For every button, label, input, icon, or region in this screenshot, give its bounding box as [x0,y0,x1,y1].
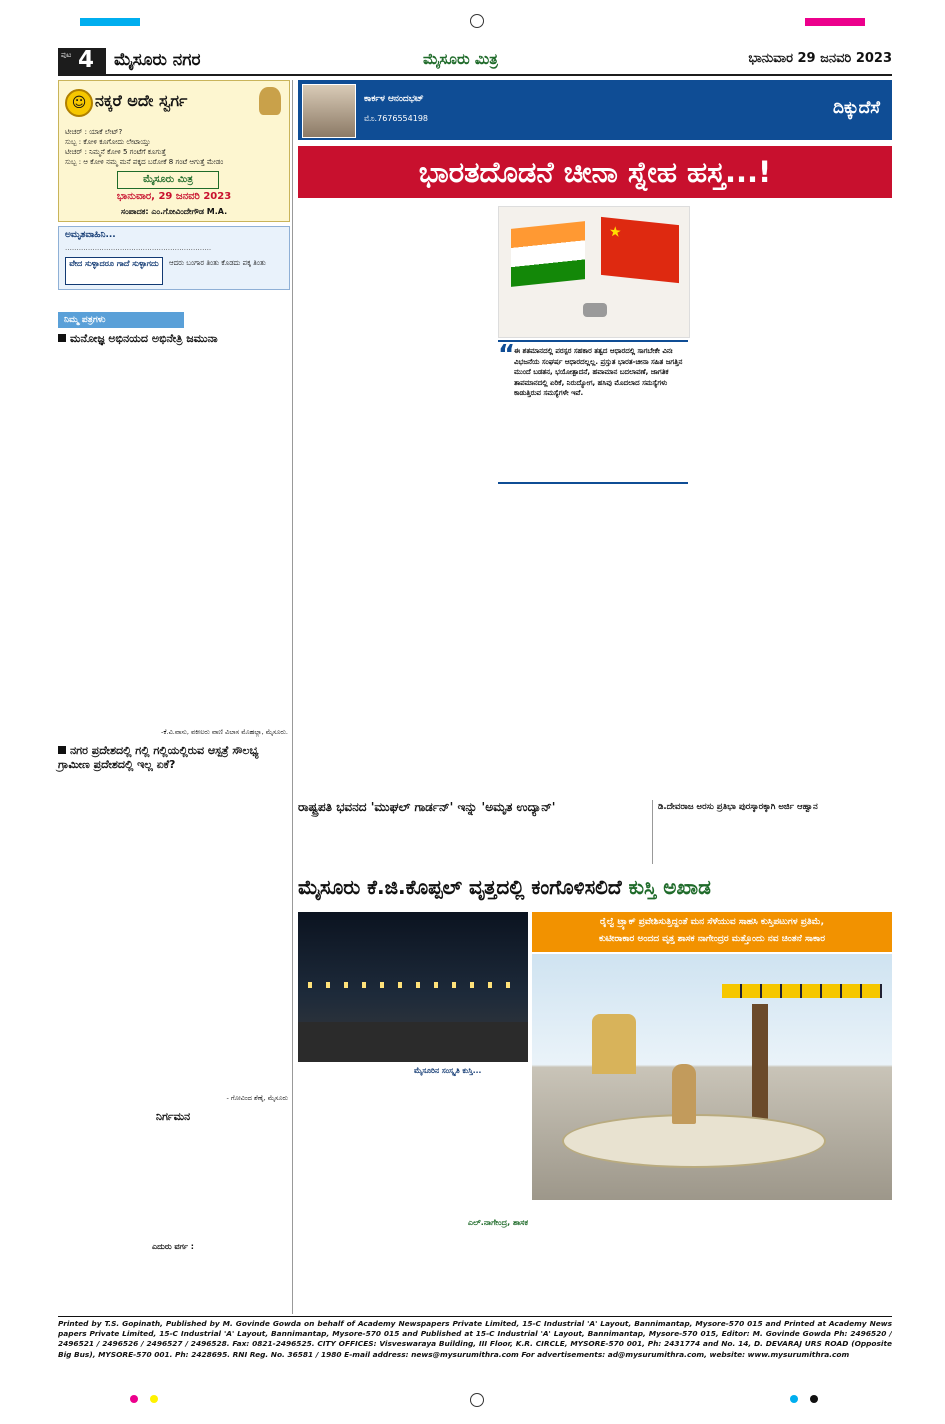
header-rule [58,74,892,76]
kusti-body-col4 [654,1206,770,1306]
page-label: ಪುಟ [61,51,72,59]
pull-quote [498,340,688,484]
nakkare-line: ಸುಬ್ಬ : ಕೋಳಿ ಕೂಗೋದು ಲೇಟಾಯ್ತು [65,138,151,146]
imprint-rule [58,1316,892,1317]
color-dot [810,1395,818,1403]
nakkare-lines [65,127,283,167]
date-line: ಭಾನುವಾರ 29 ಜನವರಿ 2023 [748,51,892,66]
road [298,1022,528,1062]
column-name: ದಿಕ್ಕುದೆಸೆ [832,98,880,118]
letter2-title [58,744,288,772]
color-dot [130,1395,138,1403]
square-bullet-icon [58,334,66,342]
nakkare-line: ಟೀಚರ್ : ನಿಮ್ಮನೆ ಕೋಳಿ 5 ಗಂಟೆಗೆ ಕೂಗುತ್ತೆ [65,148,166,156]
kusti-body-col3 [532,1206,648,1306]
edaru-title: ಎದುರು ವರ್ಗ : [151,1242,194,1251]
color-dot [150,1395,158,1403]
flags-image [498,206,690,338]
pull-quote-text: ಈ ಶತಮಾನದಲ್ಲಿ ಪರಸ್ಪರ ಸಹಕಾರ ತತ್ವದ ಆಧಾರದಲ್ಲಿ ಸಾಗಬೇಕೇ ವಿನಃ ವಿಭಜನೆಯ ಸಂಘರ್ಷ ಆಧಾರದಲ್ಲಲ್ಲ. ಪ್ರಸ್ತುತ ಭಾರತ-ಚೀನಾ ಸಹಿತ ಜಗತ್ತಿನ ಮುಂದೆ ಬಡತನ, ಭಯೋತ್ಪಾದನೆ, ಹವಾಮಾನ ಬದಲಾವಣೆ, ಜಾಗತಿಕ ತಾಪಮಾನದಲ್ಲಿ ಏರಿಕೆ, ನಿರುದ್ಯೋಗ, ಹಸಿವು ಮೊದಲಾದ ಸಮಸ್ಯೆಗಳು ಕಾಡುತ್ತಿರುವ ಸಮಸ್ಯೆಗಳೇ ಇವೆ. [514,347,683,397]
samskriti-label: ಮೈಸೂರಿನ ಸಂಸ್ಕೃತಿ ಕುಸ್ತಿ... [414,1066,482,1075]
strip-divider [652,800,653,864]
letter2-title-text: ನಗರ ಪ್ರದೇಶದಲ್ಲಿ ಗಲ್ಲಿ ಗಲ್ಲಿಯಲ್ಲಿರುವ ಆಸ್ಪತ್ರೆ ಸೌಲಭ್ಯ ಗ್ರಾಮೀಣ ಪ್ರದೇಶದಲ್ಲಿ ಇಲ್ಲ ಏಕೆ? [58,744,259,771]
nirgamana-body [58,1128,288,1238]
kuteera-gopura [592,1014,636,1074]
color-bar [805,18,865,26]
color-bar [80,18,140,26]
amrutha-box [58,226,290,290]
kusti-subhead-1: ರೈಲ್ವೆ ಟ್ರ್ಯಾಕ್ ಪ್ರವೇಶಿಸುತ್ತಿದ್ದಂತೆ ಮನ ಸೆಳೆಯುವ ಸಾಹಸಿ ಕುಸ್ತಿಪಟುಗಳ ಪ್ರತಿಮೆ, [599,917,825,927]
nimma-patragalu-label: ನಿಮ್ಮ ಪತ್ರಗಳು [58,312,184,328]
laughing-face-icon: ☺ [65,89,93,117]
section-title: ಮೈಸೂರು ನಗರ [114,50,201,70]
kusti-body-col5 [776,1206,892,1306]
nakkare-title: ನಕ್ಕರೆ ಅದೇ ಸ್ವರ್ಗ [95,91,188,110]
veda-right: ಆದರು ಬಂಗಾರ ತಿಂತು ಕೊಡದು ಪಕ್ಕ ತಿಂತು [169,259,266,267]
nirgamana-title: ನಿರ್ಗಮನ [155,1110,191,1123]
amrutha-title: ಅಮೃತವಾಹಿನಿ... [65,230,116,240]
letter2-sign: - ಗೋವಿಂದ ಶೆಣೈ, ಮೈಸೂರು [226,1094,288,1102]
print-marks-top [0,0,945,44]
nakkare-line: ಸುಬ್ಬ : ಆ ಕೋಳಿ ನಮ್ಮ ಮನೆ ಪಕ್ಕದ ಬರೋಕೆ 8 ಗಂಟೆ ಆಗುತ್ತೆ ಮೇಡಂ [65,158,224,166]
lead-headline: ಭಾರತದೊಡನೆ ಚೀನಾ ಸ್ನೇಹ ಹಸ್ತ...! [298,146,892,198]
lead-body-col2 [692,204,892,784]
author-photo [302,84,356,138]
registration-mark [470,14,484,28]
kusti-headline-accent: ಕುಸ್ತಿ ಅಖಾಡ [628,875,711,899]
kusti-subhead-2: ಕುಟೀರಾಕಾರ ಅಂದದ ವೃತ್ತ ಶಾಸಕ ನಾಗೇಂದ್ರರ ಮತ್ತೊಂದು ನವ ಚಿಂತನೆ ಸಾಕಾರ [599,934,825,944]
paper-name-box: ಮೈಸೂರು ಮಿತ್ರ [117,171,219,189]
devaraj-headline: ಡಿ.ದೇವರಾಜ ಅರಸು ಪ್ರತಿಭಾ ಪುರಸ್ಕಾರಕ್ಕಾಗಿ ಅರ್ಜಿ ಆಹ್ವಾನ [658,802,818,812]
paper-date: ಭಾನುವಾರ, 29 ಜನವರಿ 2023 [116,191,232,202]
wrestler-statue [672,1064,696,1124]
tree-trunk [752,1004,768,1124]
circle-night-photo [298,912,528,1062]
imprint-text: Printed by T.S. Gopinath, Published by M. Govinde Gowda on behalf of Academy Newspapers Private Limited, 15-C Industrial 'A' Layout, Bannimantap, Mysore-570 015 and Printed at Academy News papers Private Limited, 15-C Industrial 'A' Layout, Bannimantap, Mysore-570 015 and Published at 15-C Industrial 'A' Layout, Bannimantap, Mysore-570 015, Editor: M. Govinde Gowda Ph: 2496520 / 2496521 / 2496526 / 2496527 / 2496528. Fax: 0821-2496525. CITY OFFICES: Visveswaraya Building, III Floor, K.R. CIRCLE, MYSORE-570 001, Ph: 2431774 and No. 14, D. DEVARAJ URS ROAD (Opposite Big Bus), MYSORE-570 001. Ph: 2428695. RNI Reg. No. 36581 / 1980 E-mail address: news@mysurumithra.com For advertisements: ad@mysurumithra.com, website: www.mysurumithra.com [58,1319,892,1359]
page-number-box [58,48,106,74]
kusti-headline-main: ಮೈಸೂರು ಕೆ.ಜಿ.ಕೊಪ್ಪಲ್ ವೃತ್ತದಲ್ಲಿ ಕಂಗೊಳಿಸಲಿದೆ [298,875,622,899]
masthead: ಮೈಸೂರು ಮಿತ್ರ [423,50,498,68]
kusti-body-col2 [414,1080,528,1214]
author-name: ಕಾರ್ಕಳ ಆನಂದಭಟ್ [364,94,424,104]
page-number: 4 [78,47,95,73]
flag-stand [583,303,607,317]
edaru-body [58,1256,288,1300]
reporter-line: ಎಲ್.ನಾಗೇಂದ್ರ, ಶಾಸಕ [467,1218,528,1227]
nakkare-box [58,80,290,222]
devaraj-body [658,818,892,862]
kusti-headline [298,868,892,906]
flag-star-icon: ★ [609,223,622,242]
lead-header-band [298,80,892,140]
kusti-body-col2b [414,1234,528,1306]
kusti-body-col1 [298,1066,410,1306]
letter2-body [58,780,288,1090]
editor-line: ಸಂಪಾದಕ: ಎಂ.ಗೋವಿಂದೇಗೌಡ M.A. [120,207,228,216]
rashtrapati-body [298,818,648,862]
india-flag [511,221,585,287]
column-divider [292,80,293,1314]
square-bullet-icon [58,746,66,754]
china-flag [601,217,679,283]
cartoon-icon [259,87,281,115]
quote-mark-icon: “ [498,340,516,370]
train-on-bridge [722,984,882,998]
rashtrapati-headline: ರಾಷ್ಟ್ರಪತಿ ಭವನದ 'ಮುಘಲ್ ಗಾರ್ಡನ್' ಇನ್ನು 'ಅಮೃತ ಉದ್ಯಾನ್' [298,800,556,814]
letter1-title-text: ಮನೋಜ್ಞ ಅಭಿನಯದ ಅಭಿನೇತ್ರಿ ಜಮುನಾ [70,332,218,345]
print-marks-bottom [0,1375,945,1424]
kusti-subhead [532,912,892,952]
arena-design-image [532,954,892,1200]
veda-left: ವೇದ ಸುಳ್ಳಾದರೂ ಗಾದೆ ಸುಳ್ಳಾಗದು [65,257,163,285]
page-header [58,48,892,74]
color-dot [790,1395,798,1403]
street-lights [308,982,518,988]
letter1-body [58,352,288,724]
letter1-sign: -ಕೆ.ವಿ.ವಾಸು, ವಕೀಲರು ವಾಣಿ ವಿಲಾಸ ಮೊಹಲ್ಲಾ, ಮೈಸೂರು. [161,728,288,736]
left-column [58,80,288,1314]
registration-mark [470,1393,484,1407]
nakkare-line: ಟೀಚರ್ : ಯಾಕೆ ಲೇಟ್? [65,128,123,136]
author-phone: ಮೊ.7676554198 [364,114,429,123]
letter1-title [58,332,288,346]
lead-body-col-mid [498,486,688,784]
lead-body-col1 [298,204,494,784]
amrutha-text: ................................................................ [65,243,212,252]
